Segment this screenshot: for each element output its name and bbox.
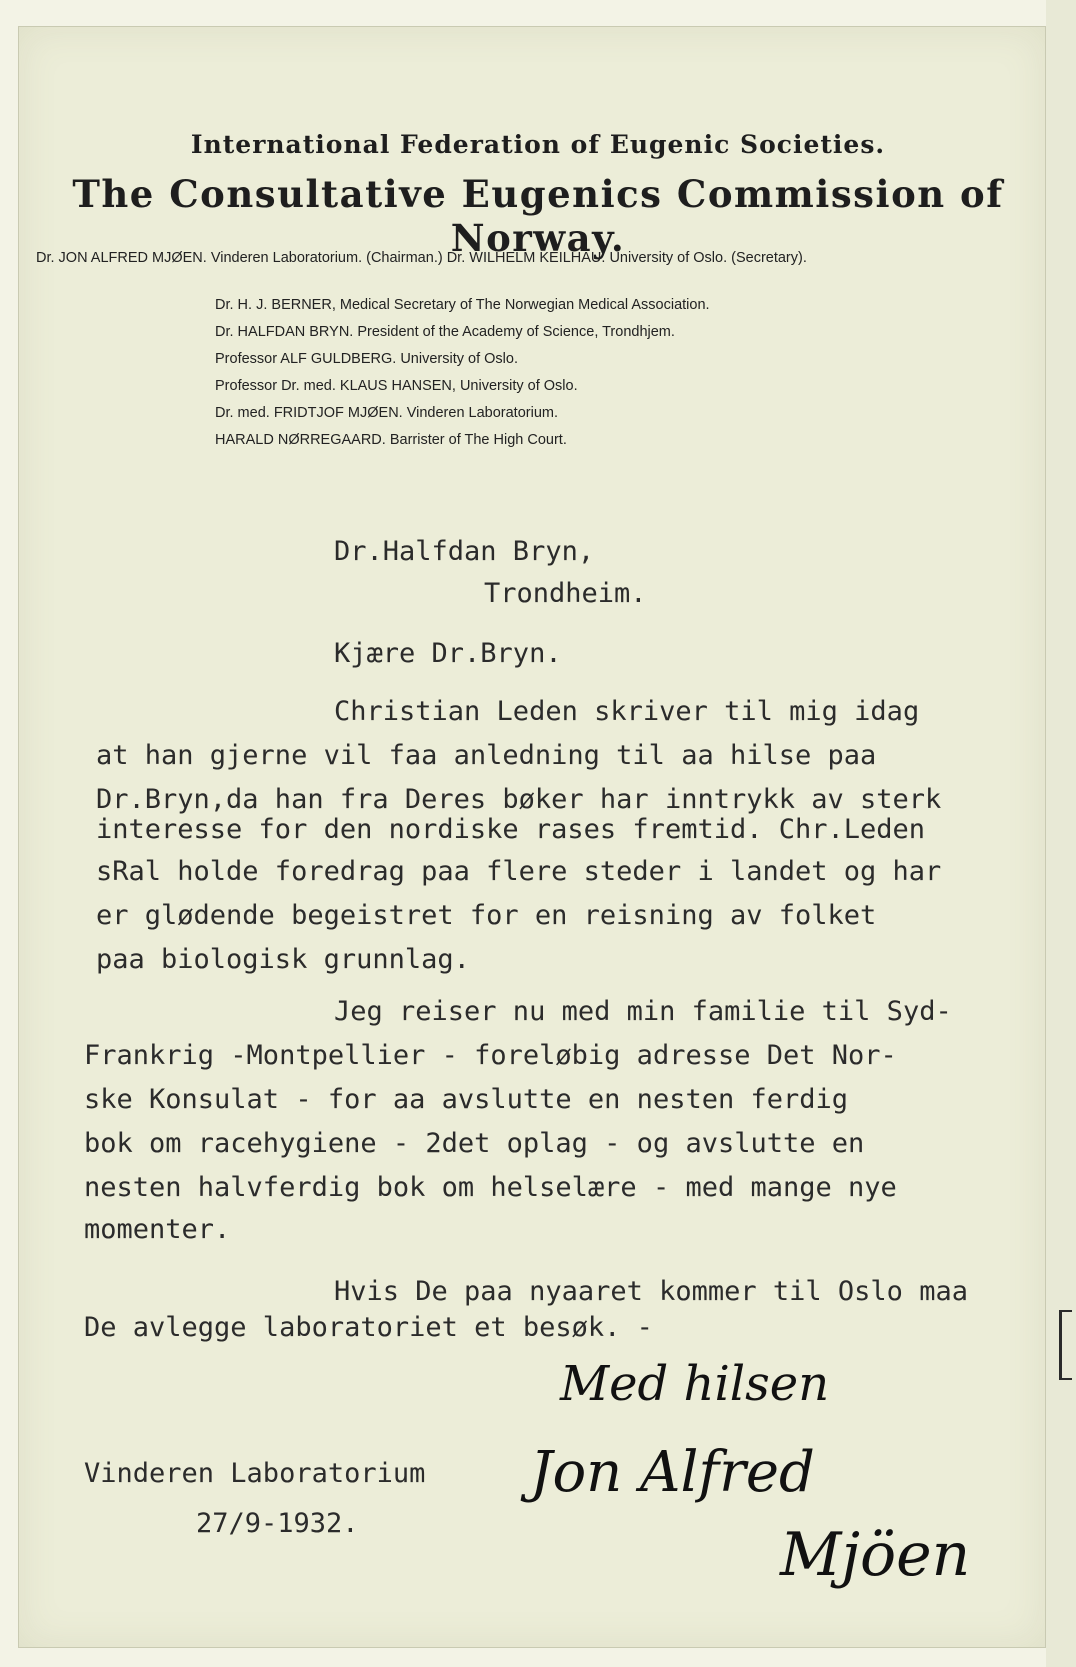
paragraph-2-line: nesten halvferdig bok om helselære - med mange nye [84, 1172, 897, 1203]
paragraph-3-line: Hvis De paa nyaaret kommer til Oslo maa [334, 1276, 968, 1307]
paragraph-2-line: bok om racehygiene - 2det oplag - og avslutte en [84, 1128, 865, 1159]
paragraph-1-line: paa biologisk grunnlag. [96, 944, 470, 975]
member-line: Professor ALF GULDBERG. University of Oslo. [215, 351, 518, 367]
paragraph-2-line: momenter. [84, 1214, 231, 1245]
commission-heading: The Consultative Eugenics Commission of Norway. [72, 172, 1004, 260]
paragraph-2-line: Jeg reiser nu med min familie til Syd- [334, 996, 952, 1027]
sender-place: Vinderen Laboratorium [84, 1458, 426, 1489]
member-line: HARALD NØRREGAARD. Barrister of The High Court. [215, 432, 567, 448]
member-list [215, 292, 710, 454]
paragraph-1-line: sRal holde foredrag paa flere steder i landet og har [96, 856, 942, 887]
recipient-name: Dr.Halfdan Bryn, [334, 536, 595, 567]
paragraph-2-line: Frankrig -Montpellier - foreløbig adresse Det Nor- [84, 1040, 897, 1071]
paragraph-2-line: ske Konsulat - for aa avslutte en nesten ferdig [84, 1084, 849, 1115]
member-line: Dr. med. FRIDTJOF MJØEN. Vinderen Laboratorium. [215, 405, 559, 421]
paragraph-3-line: De avlegge laboratoriet et besøk. - [84, 1312, 653, 1343]
salutation: Kjære Dr.Bryn. [334, 638, 562, 669]
binding-mark [1059, 1310, 1072, 1380]
member-line: Professor Dr. med. KLAUS HANSEN, University of Oslo. [215, 378, 578, 394]
letter-date: 27/9-1932. [196, 1508, 359, 1539]
federation-heading: International Federation of Eugenic Societies. [190, 130, 886, 159]
signature-closing: Med hilsen [560, 1356, 830, 1412]
paragraph-1-line: interesse for den nordiske rases fremtid. Chr.Leden [96, 814, 926, 845]
signature-name: Jon Alfred [530, 1440, 815, 1505]
paragraph-1-line: Dr.Bryn,da han fra Deres bøker har inntrykk av sterk [96, 784, 942, 815]
chair-secretary-line: Dr. JON ALFRED MJØEN. Vinderen Laboratorium. (Chairman.) Dr. WILHELM KEILHAU. University of Oslo. (Secretary). [36, 250, 807, 266]
paragraph-1-line: Christian Leden skriver til mig idag [334, 696, 920, 727]
member-line: Dr. HALFDAN BRYN. President of the Academy of Science, Trondhjem. [215, 324, 675, 340]
signature-surname: Mjöen [780, 1520, 971, 1590]
paragraph-1-line: er glødende begeistret for en reisning av folket [96, 900, 877, 931]
paragraph-1-line: at han gjerne vil faa anledning til aa hilse paa [96, 740, 877, 771]
member-line: Dr. H. J. BERNER, Medical Secretary of The Norwegian Medical Association. [215, 297, 710, 313]
recipient-city: Trondheim. [484, 578, 647, 609]
